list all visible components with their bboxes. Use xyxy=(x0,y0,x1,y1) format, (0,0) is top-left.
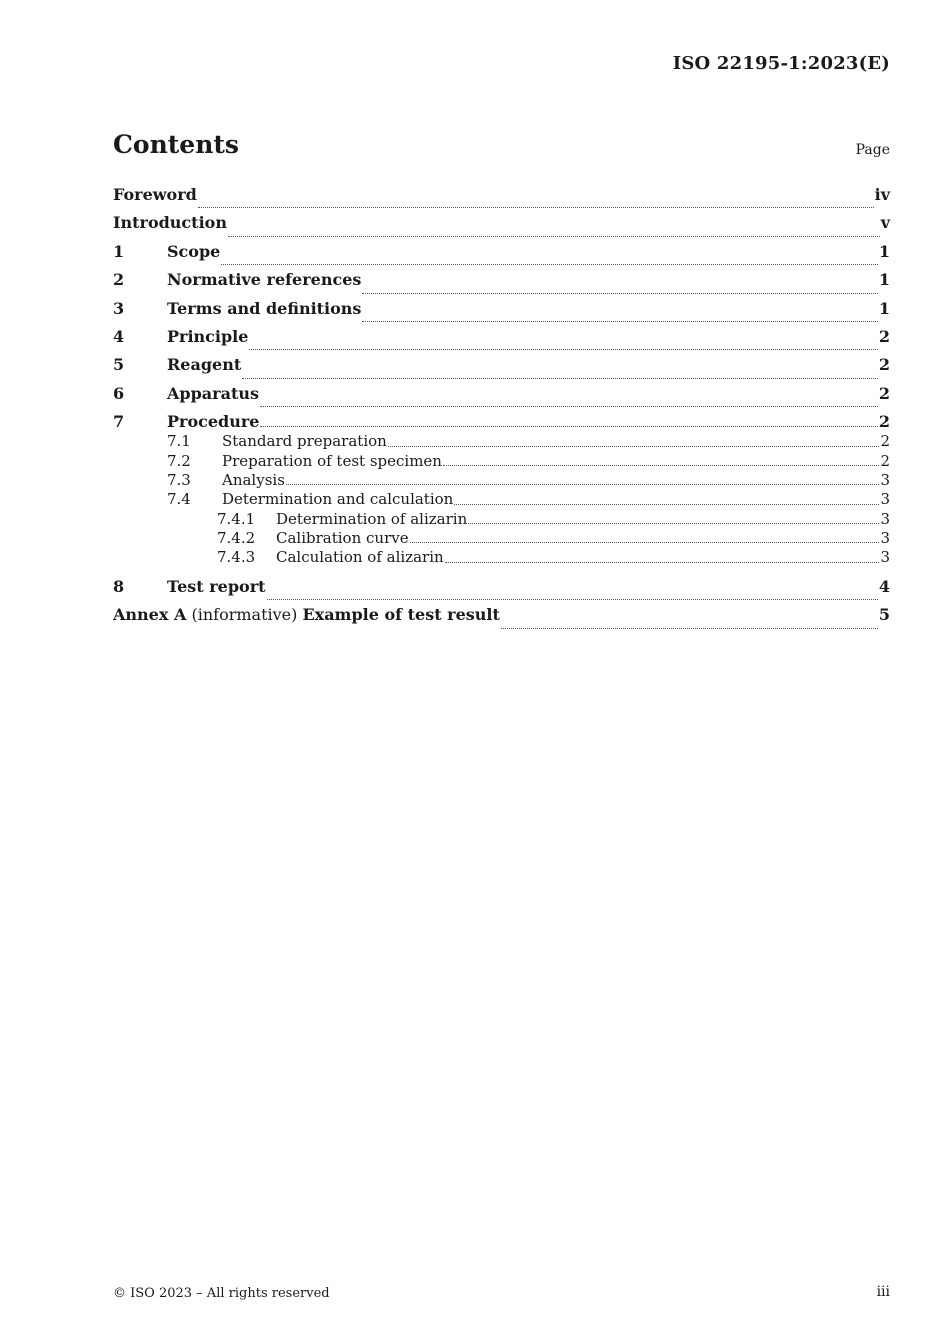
dot-leader xyxy=(445,561,880,563)
toc-entry-title: Reagent xyxy=(167,355,242,375)
toc-entry-page: 2 xyxy=(878,412,890,432)
dot-leader xyxy=(468,522,879,524)
dot-leader xyxy=(221,263,878,265)
toc-entry-title: Introduction xyxy=(113,213,227,233)
toc-entry-number: 7.4.3 xyxy=(217,548,256,567)
toc-entry-title: Apparatus xyxy=(167,383,259,403)
toc-entry-number: 1 xyxy=(113,241,125,261)
table-of-contents xyxy=(113,185,890,634)
toc-entry-annex-a[interactable] xyxy=(113,605,890,633)
toc-entry-title: Calibration curve xyxy=(276,529,409,548)
toc-entry-analysis[interactable] xyxy=(113,471,890,490)
dot-leader xyxy=(198,206,874,208)
dot-leader xyxy=(249,348,877,350)
toc-entry-number: 6 xyxy=(113,383,125,403)
toc-entry-title: Normative references xyxy=(167,270,362,290)
toc-entry-page: 2 xyxy=(878,326,890,346)
toc-entry-page: v xyxy=(880,213,890,233)
toc-entry-apparatus[interactable] xyxy=(113,384,890,412)
toc-entry-number: 3 xyxy=(113,298,125,318)
dot-leader xyxy=(242,377,878,379)
toc-entry-title: Preparation of test specimen xyxy=(222,451,442,470)
copyright-notice: © ISO 2023 – All rights reserved xyxy=(113,1286,330,1301)
toc-entry-title: Standard preparation xyxy=(222,432,387,451)
toc-entry-title: Procedure xyxy=(167,412,260,432)
toc-entry-page: 2 xyxy=(880,432,890,451)
annex-title: Example of test result xyxy=(302,605,500,625)
annex-type: (informative) xyxy=(191,605,298,625)
toc-entry-procedure[interactable] xyxy=(113,412,890,432)
toc-entry-page: 3 xyxy=(880,470,890,489)
toc-entry-number: 7.4.1 xyxy=(217,509,256,528)
dot-leader xyxy=(267,598,878,600)
toc-entry-title: Scope xyxy=(167,241,221,261)
toc-entry-determination-of-alizarin[interactable] xyxy=(113,510,890,529)
toc-entry-title: Determination and calculation xyxy=(222,490,454,509)
toc-entry-calibration-curve[interactable] xyxy=(113,529,890,548)
toc-entry-introduction[interactable] xyxy=(113,213,890,241)
dot-leader xyxy=(501,627,878,629)
dot-leader xyxy=(443,464,879,466)
dot-leader xyxy=(260,405,878,407)
toc-entry-number: 7 xyxy=(113,412,125,432)
toc-entry-scope[interactable] xyxy=(113,242,890,270)
toc-entry-number: 5 xyxy=(113,355,125,375)
toc-entry-standard-preparation[interactable] xyxy=(113,432,890,451)
toc-entry-page: 3 xyxy=(880,509,890,528)
toc-entry-number: 2 xyxy=(113,270,125,290)
toc-entry-number: 7.1 xyxy=(167,432,191,451)
dot-leader xyxy=(388,445,880,447)
toc-entry-reagent[interactable] xyxy=(113,355,890,383)
dot-leader xyxy=(260,425,877,427)
toc-entry-title xyxy=(113,605,500,624)
toc-entry-normative-references[interactable] xyxy=(113,270,890,298)
page-column-label: Page xyxy=(855,142,890,158)
toc-entry-title: Test report xyxy=(167,576,266,596)
contents-title: Contents xyxy=(113,130,240,159)
toc-entry-number: 7.3 xyxy=(167,470,191,489)
annex-label: Annex A xyxy=(113,605,187,625)
toc-entry-foreword[interactable] xyxy=(113,185,890,213)
toc-entry-page: 2 xyxy=(878,355,890,375)
toc-entry-number: 7.2 xyxy=(167,451,191,470)
dot-leader xyxy=(454,503,879,505)
page-number: iii xyxy=(876,1284,890,1300)
toc-entry-terms-and-definitions[interactable] xyxy=(113,299,890,327)
toc-entry-page: 1 xyxy=(878,241,890,261)
dot-leader xyxy=(362,320,877,322)
toc-entry-number: 8 xyxy=(113,576,125,596)
toc-entry-number: 4 xyxy=(113,326,125,346)
dot-leader xyxy=(228,235,880,237)
toc-entry-principle[interactable] xyxy=(113,327,890,355)
toc-entry-title: Calculation of alizarin xyxy=(276,548,444,567)
toc-entry-page: 5 xyxy=(878,605,890,625)
toc-entry-test-report[interactable] xyxy=(113,577,890,605)
toc-entry-preparation-of-test-specimen[interactable] xyxy=(113,452,890,471)
toc-entry-page: 2 xyxy=(878,383,890,403)
toc-entry-page: 1 xyxy=(878,270,890,290)
toc-entry-title: Analysis xyxy=(222,470,285,489)
toc-entry-determination-and-calculation[interactable] xyxy=(113,490,890,509)
toc-entry-calculation-of-alizarin[interactable] xyxy=(113,548,890,567)
dot-leader xyxy=(286,483,880,485)
toc-entry-title: Principle xyxy=(167,326,249,346)
toc-entry-page: 2 xyxy=(880,451,890,470)
toc-entry-page: iv xyxy=(874,185,890,204)
toc-entry-title: Terms and definitions xyxy=(167,298,362,318)
toc-entry-page: 1 xyxy=(878,298,890,318)
toc-entry-number: 7.4 xyxy=(167,490,191,509)
toc-entry-title: Determination of alizarin xyxy=(276,509,468,528)
toc-entry-page: 3 xyxy=(880,529,890,548)
toc-entry-number: 7.4.2 xyxy=(217,529,256,548)
toc-entry-title: Foreword xyxy=(113,185,197,204)
toc-entry-page: 3 xyxy=(880,548,890,567)
toc-entry-page: 3 xyxy=(880,490,890,509)
document-id: ISO 22195-1:2023(E) xyxy=(672,53,890,74)
toc-entry-page: 4 xyxy=(878,576,890,596)
dot-leader xyxy=(362,292,877,294)
dot-leader xyxy=(410,541,880,543)
